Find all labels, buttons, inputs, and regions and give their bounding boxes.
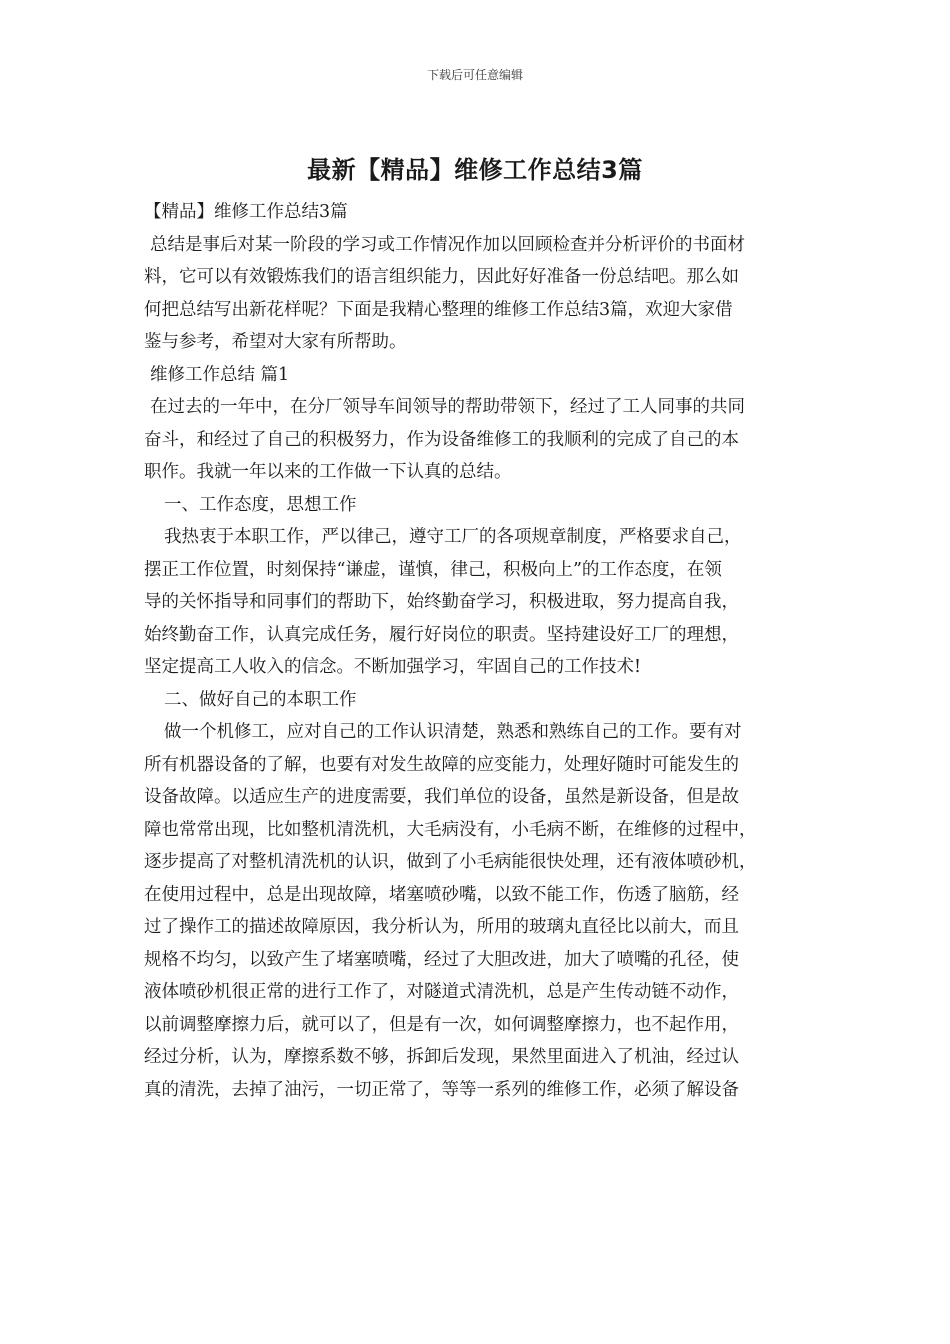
text-line: 液体喷砂机很正常的进行工作了，对隧道式清洗机，总是产生传动链不动作， [144, 982, 739, 1002]
text-line: 料，它可以有效锻炼我们的语言组织能力，因此好好准备一份总结吧。那么如 [144, 267, 739, 287]
text-line: 摆正工作位置，时刻保持“谦虚，谨慎，律己，积极向上”的工作态度，在领 [144, 559, 722, 580]
text-line: 总结是事后对某一阶段的学习或工作情况作加以回顾检查并分析评价的书面材 [150, 234, 745, 255]
text-line: 在使用过程中，总是出现故障，堵塞喷砂嘴，以致不能工作，伤透了脑筋，经 [144, 884, 739, 905]
text-line: 过了操作工的描述故障原因，我分析认为，所用的玻璃丸直径比以前大，而且 [144, 917, 739, 937]
text-line: 设备故障。以适应生产的进度需要，我们单位的设备，虽然是新设备，但是故 [144, 787, 739, 807]
text-line: 我热衷于本职工作，严以律己，遵守工厂的各项规章制度，严格要求自己， [164, 527, 742, 547]
text-line: 【精品】维修工作总结3篇 [144, 202, 348, 222]
text-line: 二、做好自己的本职工作 [164, 689, 357, 710]
text-line: 坚定提高工人收入的信念。不断加强学习，牢固自己的工作技术! [144, 657, 642, 677]
text-line: 所有机器设备的了解，也要有对发生故障的应变能力，处理好随时可能发生的 [144, 754, 739, 775]
text-line: 鉴与参考，希望对大家有所帮助。 [144, 332, 407, 352]
document-body [144, 196, 824, 1106]
text-line: 障也常常出现，比如整机清洗机，大毛病没有，小毛病不断，在维修的过程中， [144, 819, 757, 840]
text-line: 以前调整摩擦力后，就可以了，但是有一次，如何调整摩擦力，也不起作用， [144, 1014, 739, 1035]
text-line: 真的清洗，去掉了油污，一切正常了，等等一系列的维修工作，必须了解设备 [144, 1079, 739, 1100]
text-line: 在过去的一年中，在分厂领导车间领导的帮助带领下，经过了工人同事的共同 [150, 397, 745, 417]
text-line: 规格不均匀，以致产生了堵塞喷嘴，经过了大胆改进，加大了喷嘴的孔径，使 [144, 949, 739, 970]
text-line: 导的关怀指导和同事们的帮助下，始终勤奋学习，积极进取，努力提高自我， [144, 592, 739, 612]
text-line: 维修工作总结 篇1 [150, 364, 290, 385]
text-line: 做一个机修工，应对自己的工作认识清楚，熟悉和熟练自己的工作。要有对 [164, 722, 742, 742]
document-text [144, 196, 824, 1106]
text-line: 何把总结写出新花样呢？下面是我精心整理的维修工作总结3篇，欢迎大家借 [144, 299, 733, 320]
text-line: 经过分析，认为，摩擦系数不够，拆卸后发现，果然里面进入了机油，经过认 [144, 1047, 739, 1067]
text-line: 职作。我就一年以来的工作做一下认真的总结。 [144, 462, 512, 482]
text-line: 奋斗，和经过了自己的积极努力，作为设备维修工的我顺利的完成了自己的本 [144, 429, 739, 450]
text-line: 始终勤奋工作，认真完成任务，履行好岗位的职责。坚持建设好工厂的理想， [144, 624, 739, 645]
text-line: 一、工作态度，思想工作 [164, 494, 357, 515]
document-title: 最新【精品】维修工作总结3篇 [307, 156, 643, 184]
text-line: 逐步提高了对整机清洗机的认识，做到了小毛病能很快处理，还有液体喷砂机， [144, 852, 757, 872]
page-header-note: 下载后可任意编辑 [426, 68, 523, 82]
